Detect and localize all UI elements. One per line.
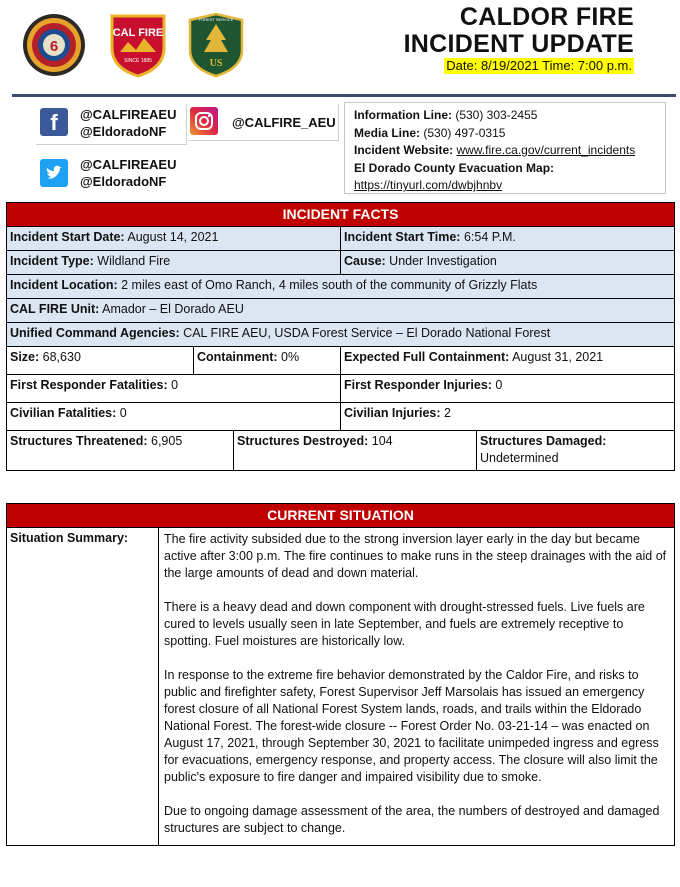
civ-injuries-value: 2: [440, 406, 451, 420]
cause-value: Under Investigation: [385, 254, 497, 268]
fr-injuries-value: 0: [491, 378, 503, 392]
facebook-icon[interactable]: f: [40, 108, 68, 136]
info-line-value: (530) 303-2455: [452, 108, 538, 122]
media-line-value: (530) 497-0315: [420, 125, 506, 140]
fs-top-text: FOREST SERVICE: [198, 17, 234, 22]
size-label: Size:: [10, 350, 40, 364]
start-time-value: 6:54 P.M.: [460, 230, 516, 244]
location-value: 2 miles east of Omo Ranch, 4 miles south of the community of Grizzly Flats: [117, 278, 538, 292]
threatened-label: Structures Threatened:: [10, 434, 148, 448]
facebook-block[interactable]: [36, 104, 187, 145]
website-link[interactable]: www.fire.ca.gov/current_incidents: [456, 143, 636, 157]
website-label: Incident Website:: [354, 143, 454, 157]
instagram-handle[interactable]: @CALFIRE_AEU: [232, 115, 336, 130]
instagram-block[interactable]: [188, 104, 339, 141]
calfire-unit-label: CAL FIRE Unit:: [10, 302, 100, 316]
cause-label: Cause:: [344, 254, 386, 268]
full-containment-label: Expected Full Containment:: [344, 350, 510, 364]
location-label: Incident Location:: [10, 278, 118, 292]
civ-fatalities-label: Civilian Fatalities:: [10, 406, 117, 420]
damaged-value: Undetermined: [480, 451, 559, 465]
calfire-logo-text: CAL FIRE: [112, 27, 164, 39]
situation-paragraph: There is a heavy dead and down component with drought-stressed fuels. Live fuels are cured to levels usually seen in late September, and fuels are extremely receptive to spotting. Fuel moistures are historically low.: [164, 600, 645, 648]
contact-info-box: [344, 102, 666, 194]
containment-value: 0%: [277, 350, 300, 364]
evac-map-link[interactable]: https://tinyurl.com/dwbjhnbv: [354, 178, 503, 192]
calfire-logo: [106, 12, 170, 78]
fs-letters: US: [209, 58, 223, 69]
destroyed-label: Structures Destroyed:: [237, 434, 369, 448]
incident-facts-heading: INCIDENT FACTS: [7, 203, 675, 227]
civ-injuries-label: Civilian Injuries:: [344, 406, 441, 420]
start-time-label: Incident Start Time:: [344, 230, 461, 244]
situation-paragraph: The fire activity subsided due to the strong inversion layer early in the day but became active after 3:00 p.m. The fire continues to make runs in the steep drainages with the aid of the large amounts of dead and down material.: [164, 532, 667, 580]
twitter-handle-1[interactable]: @CALFIREAEU: [80, 157, 177, 172]
calfire-since-text: SINCE 1885: [124, 58, 152, 64]
threatened-value: 6,905: [147, 434, 183, 448]
twitter-block[interactable]: [36, 152, 186, 194]
svg-text:6: 6: [49, 38, 59, 55]
twitter-icon[interactable]: [40, 159, 68, 187]
size-value: 68,630: [39, 350, 81, 364]
damaged-label: Structures Damaged:: [480, 434, 607, 448]
situation-paragraph: In response to the extreme fire behavior demonstrated by the Caldor Fire, and risks to public and firefighter safety, Forest Supervisor Jeff Marsolais has issued an emergency forest closure of all National Forest System lands, roads, and trails within the Eldorado National Forest. The forest-wide closure -- Forest Order No. 03-21-14 – was enacted on August 17, 2021, through September 30, 2021 to facilitate unimpeded ingress and egress for evacuations, emergency response, and property access. The closure will also limit the public's exposure to fire danger and impaired visibility due to smoke.: [164, 668, 659, 784]
info-line-label: Information Line:: [354, 108, 452, 122]
situation-paragraph: Due to ongoing damage assessment of the area, the numbers of destroyed and damaged structures are subject to change.: [164, 804, 660, 835]
situation-summary-text: [159, 528, 675, 846]
destroyed-value: 104: [368, 434, 393, 448]
instagram-icon[interactable]: [190, 107, 218, 135]
facebook-handle-1[interactable]: @CALFIREAEU: [80, 107, 177, 122]
facebook-handle-2[interactable]: @EldoradoNF: [80, 124, 167, 139]
agencies-value: CAL FIRE AEU, USDA Forest Service – El Dorado National Forest: [179, 326, 551, 340]
incident-type-value: Wildland Fire: [93, 254, 171, 268]
incident-type-label: Incident Type:: [10, 254, 94, 268]
full-containment-value: August 31, 2021: [509, 350, 604, 364]
start-date-value: August 14, 2021: [124, 230, 219, 244]
current-situation-heading: CURRENT SITUATION: [7, 504, 675, 528]
civ-fatalities-value: 0: [116, 406, 127, 420]
containment-label: Containment:: [197, 350, 278, 364]
fr-injuries-label: First Responder Injuries:: [344, 378, 492, 392]
fr-fatalities-label: First Responder Fatalities:: [10, 378, 168, 392]
current-situation-table: [6, 503, 675, 846]
calfire-unit-patch-logo: [22, 12, 86, 78]
title-line-2: INCIDENT UPDATE: [403, 30, 634, 58]
media-line-label: Media Line:: [354, 125, 421, 140]
twitter-handle-2[interactable]: @EldoradoNF: [80, 174, 167, 189]
start-date-label: Incident Start Date:: [10, 230, 125, 244]
header-divider: [12, 94, 676, 97]
situation-summary-label: Situation Summary:: [7, 528, 159, 846]
page-title: [404, 4, 634, 58]
title-line-1: CALDOR FIRE: [459, 3, 634, 31]
date-time-line: Date: 8/19/2021 Time: 7:00 p.m.: [446, 58, 632, 73]
fr-fatalities-value: 0: [167, 378, 179, 392]
agencies-label: Unified Command Agencies:: [10, 326, 180, 340]
incident-facts-table: [6, 202, 675, 471]
evac-map-label: El Dorado County Evacuation Map:: [354, 160, 555, 175]
forest-service-logo: [186, 12, 250, 78]
calfire-unit-value: Amador – El Dorado AEU: [99, 302, 244, 316]
